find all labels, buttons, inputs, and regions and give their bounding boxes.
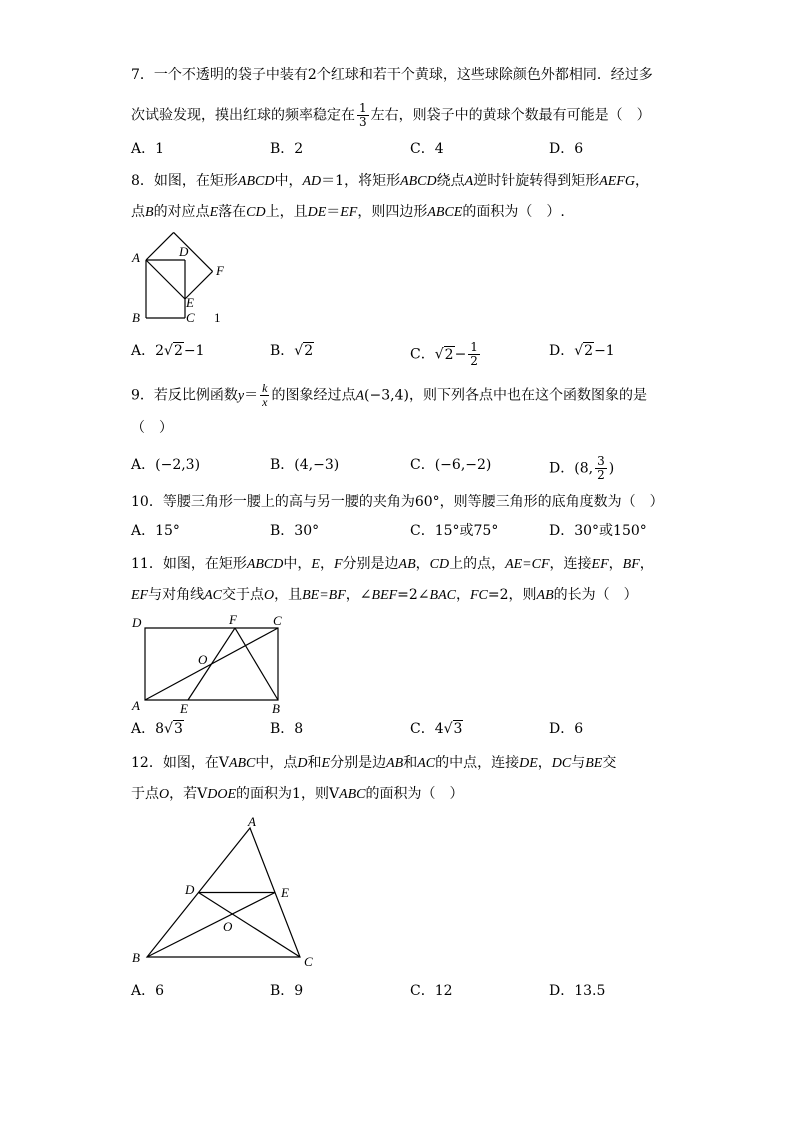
radicand: 2 — [584, 343, 594, 359]
fraction-numerator: 1 — [359, 101, 367, 115]
text-run: 分别是边 — [342, 556, 399, 572]
q10-option-a — [131, 521, 180, 541]
math-variable: CD — [429, 557, 450, 572]
text-run: 与 — [571, 755, 586, 771]
fraction-denominator: 2 — [470, 354, 478, 368]
fraction — [595, 455, 607, 482]
text-run: ＝ — [244, 387, 259, 404]
q11-stem-line-1 — [131, 554, 654, 575]
radical-sign: √ — [294, 343, 304, 359]
q9-option-a — [131, 455, 200, 475]
text-run: 逆时针旋转得到矩形 — [473, 173, 600, 189]
q8-label-c: C — [186, 310, 195, 325]
text-run: A．6 — [131, 983, 165, 999]
q12-figure — [128, 808, 323, 973]
q10-stem-line-1 — [131, 492, 664, 512]
q11-label-c: C — [273, 613, 282, 628]
q8-option-d — [549, 341, 615, 361]
radicand: 2 — [304, 343, 314, 359]
q8-option-a — [131, 341, 205, 361]
square-root — [574, 342, 594, 359]
math-variable: BE — [585, 756, 603, 771]
math-variable: D — [297, 756, 308, 771]
fraction-denominator: 2 — [597, 468, 605, 482]
text-run: D．6 — [549, 141, 584, 157]
q11-label-d: D — [132, 615, 142, 630]
text-run: 中， — [283, 556, 312, 572]
math-variable: ABCE — [427, 205, 463, 220]
square-root — [435, 346, 455, 363]
text-run: 2 — [155, 343, 165, 359]
text-run: 绕点 — [436, 173, 465, 189]
q10-option-c — [410, 521, 498, 541]
q12-label-b: B — [132, 950, 140, 965]
text-run: A． — [131, 343, 156, 359]
q12-label-o: O — [223, 919, 233, 934]
text-run: 左右，则袋子中的黄球个数最有可能是（ ） — [370, 107, 651, 124]
math-variable: AC — [204, 588, 222, 603]
text-run: ，连接 — [549, 556, 592, 572]
text-run: A．8 — [131, 721, 165, 737]
text-run: 12．如图，在V — [131, 755, 229, 771]
text-run: 点 — [131, 204, 145, 220]
text-run: C．15°或75° — [410, 523, 499, 539]
text-run: 的面积为（ ）. — [462, 204, 565, 220]
q12-option-c — [410, 981, 453, 1001]
text-run: A．15° — [131, 523, 180, 539]
q11-label-a: A — [132, 698, 140, 713]
q12-label-c: C — [304, 954, 313, 969]
radicand: 2 — [173, 343, 183, 359]
math-variable: E — [321, 756, 331, 771]
q12-option-b — [270, 981, 303, 1001]
q12-option-d — [549, 981, 605, 1001]
math-variable: A — [464, 174, 474, 189]
q10-option-d — [549, 521, 647, 541]
text-run: 中，点 — [255, 755, 298, 771]
radicand: 2 — [444, 346, 454, 363]
fraction-numerator: 3 — [597, 454, 605, 468]
q11-label-o: O — [198, 652, 208, 667]
text-run: B．2 — [270, 141, 304, 157]
text-run: 的长为（ ） — [553, 587, 638, 603]
math-variable: FC — [470, 588, 488, 603]
math-variable: DOE — [207, 787, 237, 802]
text-run: ， — [456, 587, 470, 603]
math-variable: ABCD — [237, 174, 275, 189]
q11-figure — [128, 608, 293, 718]
text-run: (−2,3) — [155, 457, 201, 473]
q12-segment-dc — [199, 893, 301, 958]
q8-label-f: F — [216, 263, 224, 278]
text-run: ，且 — [274, 587, 303, 603]
q8-label-a: A — [132, 250, 140, 265]
math-variable: ABCD — [246, 557, 284, 572]
q11-label-e: E — [180, 701, 188, 716]
math-variable: CD — [246, 205, 266, 220]
math-variable: EF — [591, 557, 609, 572]
q8-option-b — [270, 341, 314, 361]
math-variable: ABC — [339, 787, 366, 802]
q7-stem-line-2 — [131, 102, 651, 129]
q11-option-c — [410, 719, 463, 739]
math-variable: E — [209, 205, 219, 220]
text-run: 的对应点 — [153, 204, 210, 220]
radical-sign: √ — [574, 343, 584, 359]
text-run: 和 — [403, 755, 418, 771]
math-variable: AB — [386, 756, 404, 771]
math-variable: AB — [398, 557, 416, 572]
q12-option-a — [131, 981, 164, 1001]
q11-option-a — [131, 719, 184, 739]
math-variable: DC — [551, 756, 572, 771]
math-variable: F — [333, 557, 343, 572]
text-run: ) — [608, 460, 615, 477]
math-variable: DE — [307, 205, 327, 220]
text-run: ， — [415, 556, 430, 572]
text-run: 11．如图，在矩形 — [131, 556, 247, 572]
q8-label-b: B — [132, 310, 140, 325]
text-run: B．30° — [270, 523, 320, 539]
text-run: 中， — [274, 173, 303, 189]
q11-option-b — [270, 719, 303, 739]
text-run: ，则下列各点中也在这个函数图象的是 — [408, 387, 647, 404]
text-run: C． — [410, 346, 435, 363]
q8-label-side-length: 1 — [214, 310, 221, 325]
square-root — [444, 720, 464, 737]
text-run: ＝ — [326, 204, 341, 220]
fraction — [357, 102, 369, 129]
q8-label-e: E — [186, 295, 194, 310]
q8-segment-ae — [146, 260, 185, 299]
square-root — [294, 342, 314, 359]
q11-segment-ef — [188, 628, 235, 700]
text-run: 的中点，连接 — [435, 755, 520, 771]
q9-option-d — [549, 455, 614, 482]
radicand: 3 — [173, 721, 183, 737]
math-variable: ABCD — [400, 174, 437, 189]
text-run: −1 — [183, 343, 205, 359]
q7-stem-line-1 — [131, 65, 653, 85]
text-run: ， — [634, 173, 649, 189]
text-run: =2∠ — [397, 587, 430, 603]
text-run: B． — [270, 457, 295, 473]
math-variable: AD — [302, 174, 322, 189]
text-run: 交于点 — [222, 587, 264, 603]
text-run: ， — [608, 556, 623, 572]
text-run: (8, — [574, 460, 594, 477]
math-variable: y — [237, 388, 245, 404]
text-run: 的图象经过点 — [271, 387, 356, 404]
math-variable: AC — [417, 756, 436, 771]
text-run: ，∠ — [345, 587, 372, 603]
text-run: 10．等腰三角形一腰上的高与另一腰的夹角为60°，则等腰三角形的底角度数为（ ） — [131, 494, 664, 510]
text-run: 的面积为1，则V — [236, 786, 340, 802]
q11-option-d — [549, 719, 583, 739]
square-root — [164, 720, 184, 737]
text-run: ＝1，将矩形 — [321, 173, 401, 189]
q8-label-d: D — [179, 244, 189, 259]
q8-figure — [125, 225, 230, 330]
radical-sign: √ — [443, 721, 453, 737]
q8-stem-line-2 — [131, 202, 565, 223]
q9-option-c — [410, 455, 491, 475]
q10-option-b — [270, 521, 319, 541]
text-run: （ ） — [131, 420, 173, 436]
square-root — [164, 342, 184, 359]
q8-segment-ga — [146, 232, 174, 260]
text-run: 交 — [602, 755, 617, 771]
text-run: (−6,−2) — [434, 457, 492, 473]
q9-stem-line-2 — [131, 418, 173, 438]
q11-stem-line-2 — [131, 585, 638, 606]
text-run: (−3,4) — [364, 387, 409, 404]
text-run: 于点 — [131, 786, 159, 802]
fraction-denominator: 3 — [359, 115, 367, 129]
math-variable: AEFG — [599, 174, 635, 189]
math-variable: O — [159, 787, 170, 802]
q11-label-f: F — [229, 612, 237, 627]
text-run: C．12 — [410, 983, 453, 999]
q9-stem-line-1 — [131, 382, 647, 409]
text-run: ， — [537, 755, 552, 771]
text-run: 的面积为（ ） — [365, 786, 464, 802]
fraction-numerator: k — [262, 381, 268, 395]
text-run: B．9 — [270, 983, 304, 999]
fraction — [468, 341, 480, 368]
text-run: C．4 — [410, 141, 444, 157]
text-run: A．1 — [131, 141, 165, 157]
radical-sign: √ — [164, 343, 173, 359]
text-run: 9．若反比例函数 — [131, 387, 238, 404]
math-variable: E — [311, 557, 320, 572]
math-variable: BAC — [429, 588, 456, 603]
text-run: 分别是边 — [330, 755, 387, 771]
math-variable: B — [145, 205, 154, 220]
text-run: ， — [639, 556, 654, 572]
text-run: ， — [319, 556, 334, 572]
math-variable: A — [355, 388, 365, 404]
q7-option-b — [270, 139, 303, 159]
q7-option-c — [410, 139, 444, 159]
q11-label-b: B — [272, 701, 280, 716]
q8-option-c — [410, 341, 482, 368]
text-run: 落在 — [218, 204, 247, 220]
math-variable: AE=CF — [505, 557, 550, 572]
q12-stem-line-1 — [131, 753, 616, 774]
text-run: 上的点， — [449, 556, 506, 572]
q9-option-b — [270, 455, 339, 475]
text-run: ，若V — [169, 786, 208, 802]
q12-segment-be — [147, 893, 275, 958]
text-run: 上，且 — [265, 204, 308, 220]
text-run: B．8 — [270, 721, 304, 737]
radicand: 3 — [453, 721, 463, 737]
text-run: 与对角线 — [148, 587, 205, 603]
math-variable: DE — [519, 756, 538, 771]
text-run: C． — [410, 457, 435, 473]
text-run: 8．如图，在矩形 — [131, 173, 238, 189]
text-run: (4,−3) — [294, 457, 340, 473]
text-run: 和 — [307, 755, 322, 771]
text-run: C．4 — [410, 721, 444, 737]
math-variable: EF — [131, 588, 149, 603]
text-run: =2，则 — [487, 587, 537, 603]
q12-label-a: A — [248, 814, 256, 829]
math-variable: ABC — [228, 756, 256, 771]
math-variable: BEF — [371, 588, 398, 603]
fraction-numerator: 1 — [470, 340, 478, 354]
q11-segment-bf — [235, 628, 278, 700]
text-run: D．13.5 — [549, 983, 606, 999]
q12-label-d: D — [185, 882, 195, 897]
fraction-denominator: x — [262, 395, 268, 409]
q12-stem-line-2 — [131, 784, 464, 805]
text-run: ，则四边形 — [357, 204, 428, 220]
text-run: A． — [131, 457, 156, 473]
q7-option-d — [549, 139, 583, 159]
text-run: D． — [549, 343, 575, 359]
text-run: 次试验发现，摸出红球的频率稳定在 — [131, 107, 355, 124]
q8-stem-line-1 — [131, 171, 649, 192]
radical-sign: √ — [434, 346, 444, 363]
math-variable: BE=BF — [302, 588, 346, 603]
text-run: 7．一个不透明的袋子中装有2个红球和若干个黄球，这些球除颜色外都相同．经过多 — [131, 67, 653, 83]
q7-option-a — [131, 139, 164, 159]
fraction — [260, 382, 269, 409]
text-run: D．6 — [549, 721, 584, 737]
text-run: D．30°或150° — [549, 523, 647, 539]
math-variable: BF — [622, 557, 640, 572]
text-run: D． — [549, 460, 575, 477]
q12-label-e: E — [281, 885, 289, 900]
math-variable: EF — [340, 205, 358, 220]
text-run: −1 — [594, 343, 615, 359]
math-variable: AB — [536, 588, 554, 603]
text-run: − — [454, 346, 467, 363]
math-variable: O — [264, 588, 275, 603]
text-run: B． — [270, 343, 295, 359]
radical-sign: √ — [164, 721, 173, 737]
